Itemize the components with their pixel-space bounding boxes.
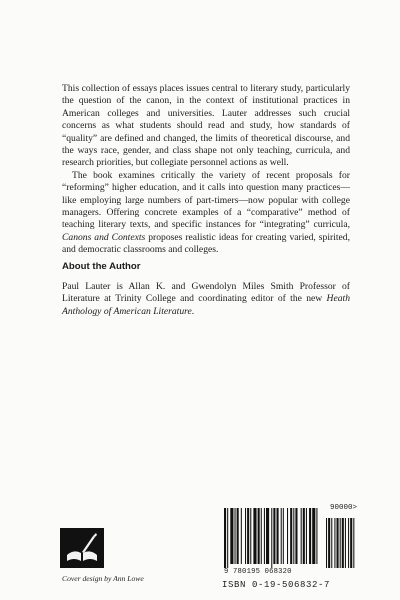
barcode-bars xyxy=(222,508,360,568)
about-author-text xyxy=(62,281,350,318)
barcode-addon-bar xyxy=(353,518,354,568)
description-paragraph-2-text-a: The book examines critically the variety of recent proposals for “reforming” higher education, and it calls into question many practices—like employing large numbers of part-timers—now popular with college managers. Offering concrete examples of a “comparative” method of teaching literary texts, and specific instances for “integrating” curricula, xyxy=(62,169,350,231)
barcode-addon-bar xyxy=(326,518,327,568)
about-author-text-b: . xyxy=(191,305,195,317)
barcode-addon-bar xyxy=(345,518,346,568)
about-author-heading: About the Author xyxy=(62,261,141,272)
barcode-bar xyxy=(235,508,236,564)
barcode-addon-bar xyxy=(350,518,352,568)
cover-design-credit: Cover design by Ann Lowe xyxy=(62,574,144,583)
barcode-bar xyxy=(309,508,311,564)
barcode-addon-bar xyxy=(342,518,344,568)
about-author-text-a: Paul Lauter is Allan K. and Gwendolyn Miles Smith Professor of Literature at Trinity College and coordinating editor of the new xyxy=(62,281,350,305)
barcode-bar xyxy=(258,508,260,564)
barcode-bar xyxy=(253,508,256,564)
barcode-bar xyxy=(245,508,246,564)
barcode-bar xyxy=(312,508,315,564)
barcode-price-code: 90000> xyxy=(329,504,357,512)
description-paragraph-2-text-b: proposes realistic ideas for creating varied, spirited, and democratic classrooms and colleges. xyxy=(62,231,350,256)
barcode-bar xyxy=(316,508,317,564)
barcode-addon-bar xyxy=(328,518,330,568)
barcode-addon-bar xyxy=(337,518,339,568)
barcode-bar xyxy=(281,508,282,564)
barcode-bar xyxy=(283,508,284,564)
barcode-number: 9 780195 068320 xyxy=(224,568,292,576)
anthology-title-italic: Heath Anthology of American Literature xyxy=(62,293,350,317)
barcode-addon-bar xyxy=(331,518,332,568)
description-paragraph-1: This collection of essays places issues central to literary study, particularly the question of the canon, in the context of institutional practices in American colleges and universities. Lauter addresses such crucial concerns as what students should read and study, how standards of “quality” are defined and changed, the limits of theoretical discourse, and the ways race, gender, and class shape not only teaching, curricula, and research priorities, but collegiate personnel actions as well. xyxy=(62,83,350,169)
book-title-italic: Canons and Contexts xyxy=(62,231,146,243)
barcode-bar xyxy=(227,508,228,568)
barcode-bar xyxy=(277,508,279,564)
barcode-bar xyxy=(295,508,297,564)
barcode-bar xyxy=(301,508,302,564)
barcode-bar xyxy=(250,508,251,564)
barcode-bar xyxy=(306,508,307,564)
description xyxy=(62,83,350,257)
barcode-bar xyxy=(287,508,288,564)
isbn-number: ISBN 0-19-506832-7 xyxy=(222,580,331,590)
barcode-bar xyxy=(290,508,292,564)
publisher-logo-icon xyxy=(60,528,104,568)
barcode-bar xyxy=(237,508,239,564)
barcode-bar xyxy=(230,508,233,564)
barcode-bar xyxy=(271,508,272,568)
barcode-bar xyxy=(241,508,242,564)
isbn-barcode xyxy=(222,504,362,594)
barcode-bar xyxy=(264,508,265,564)
barcode-addon-bar xyxy=(348,518,349,568)
barcode-addon-bar xyxy=(340,518,341,568)
barcode-bar xyxy=(266,508,269,564)
barcode-bar xyxy=(247,508,249,564)
barcode-bar xyxy=(261,508,262,564)
barcode-bar xyxy=(293,508,294,564)
description-paragraph-2 xyxy=(62,170,350,257)
barcode-bar xyxy=(224,508,226,568)
barcode-bar xyxy=(273,508,275,564)
barcode-addon-bar xyxy=(334,518,335,568)
barcode-bar xyxy=(303,508,305,564)
